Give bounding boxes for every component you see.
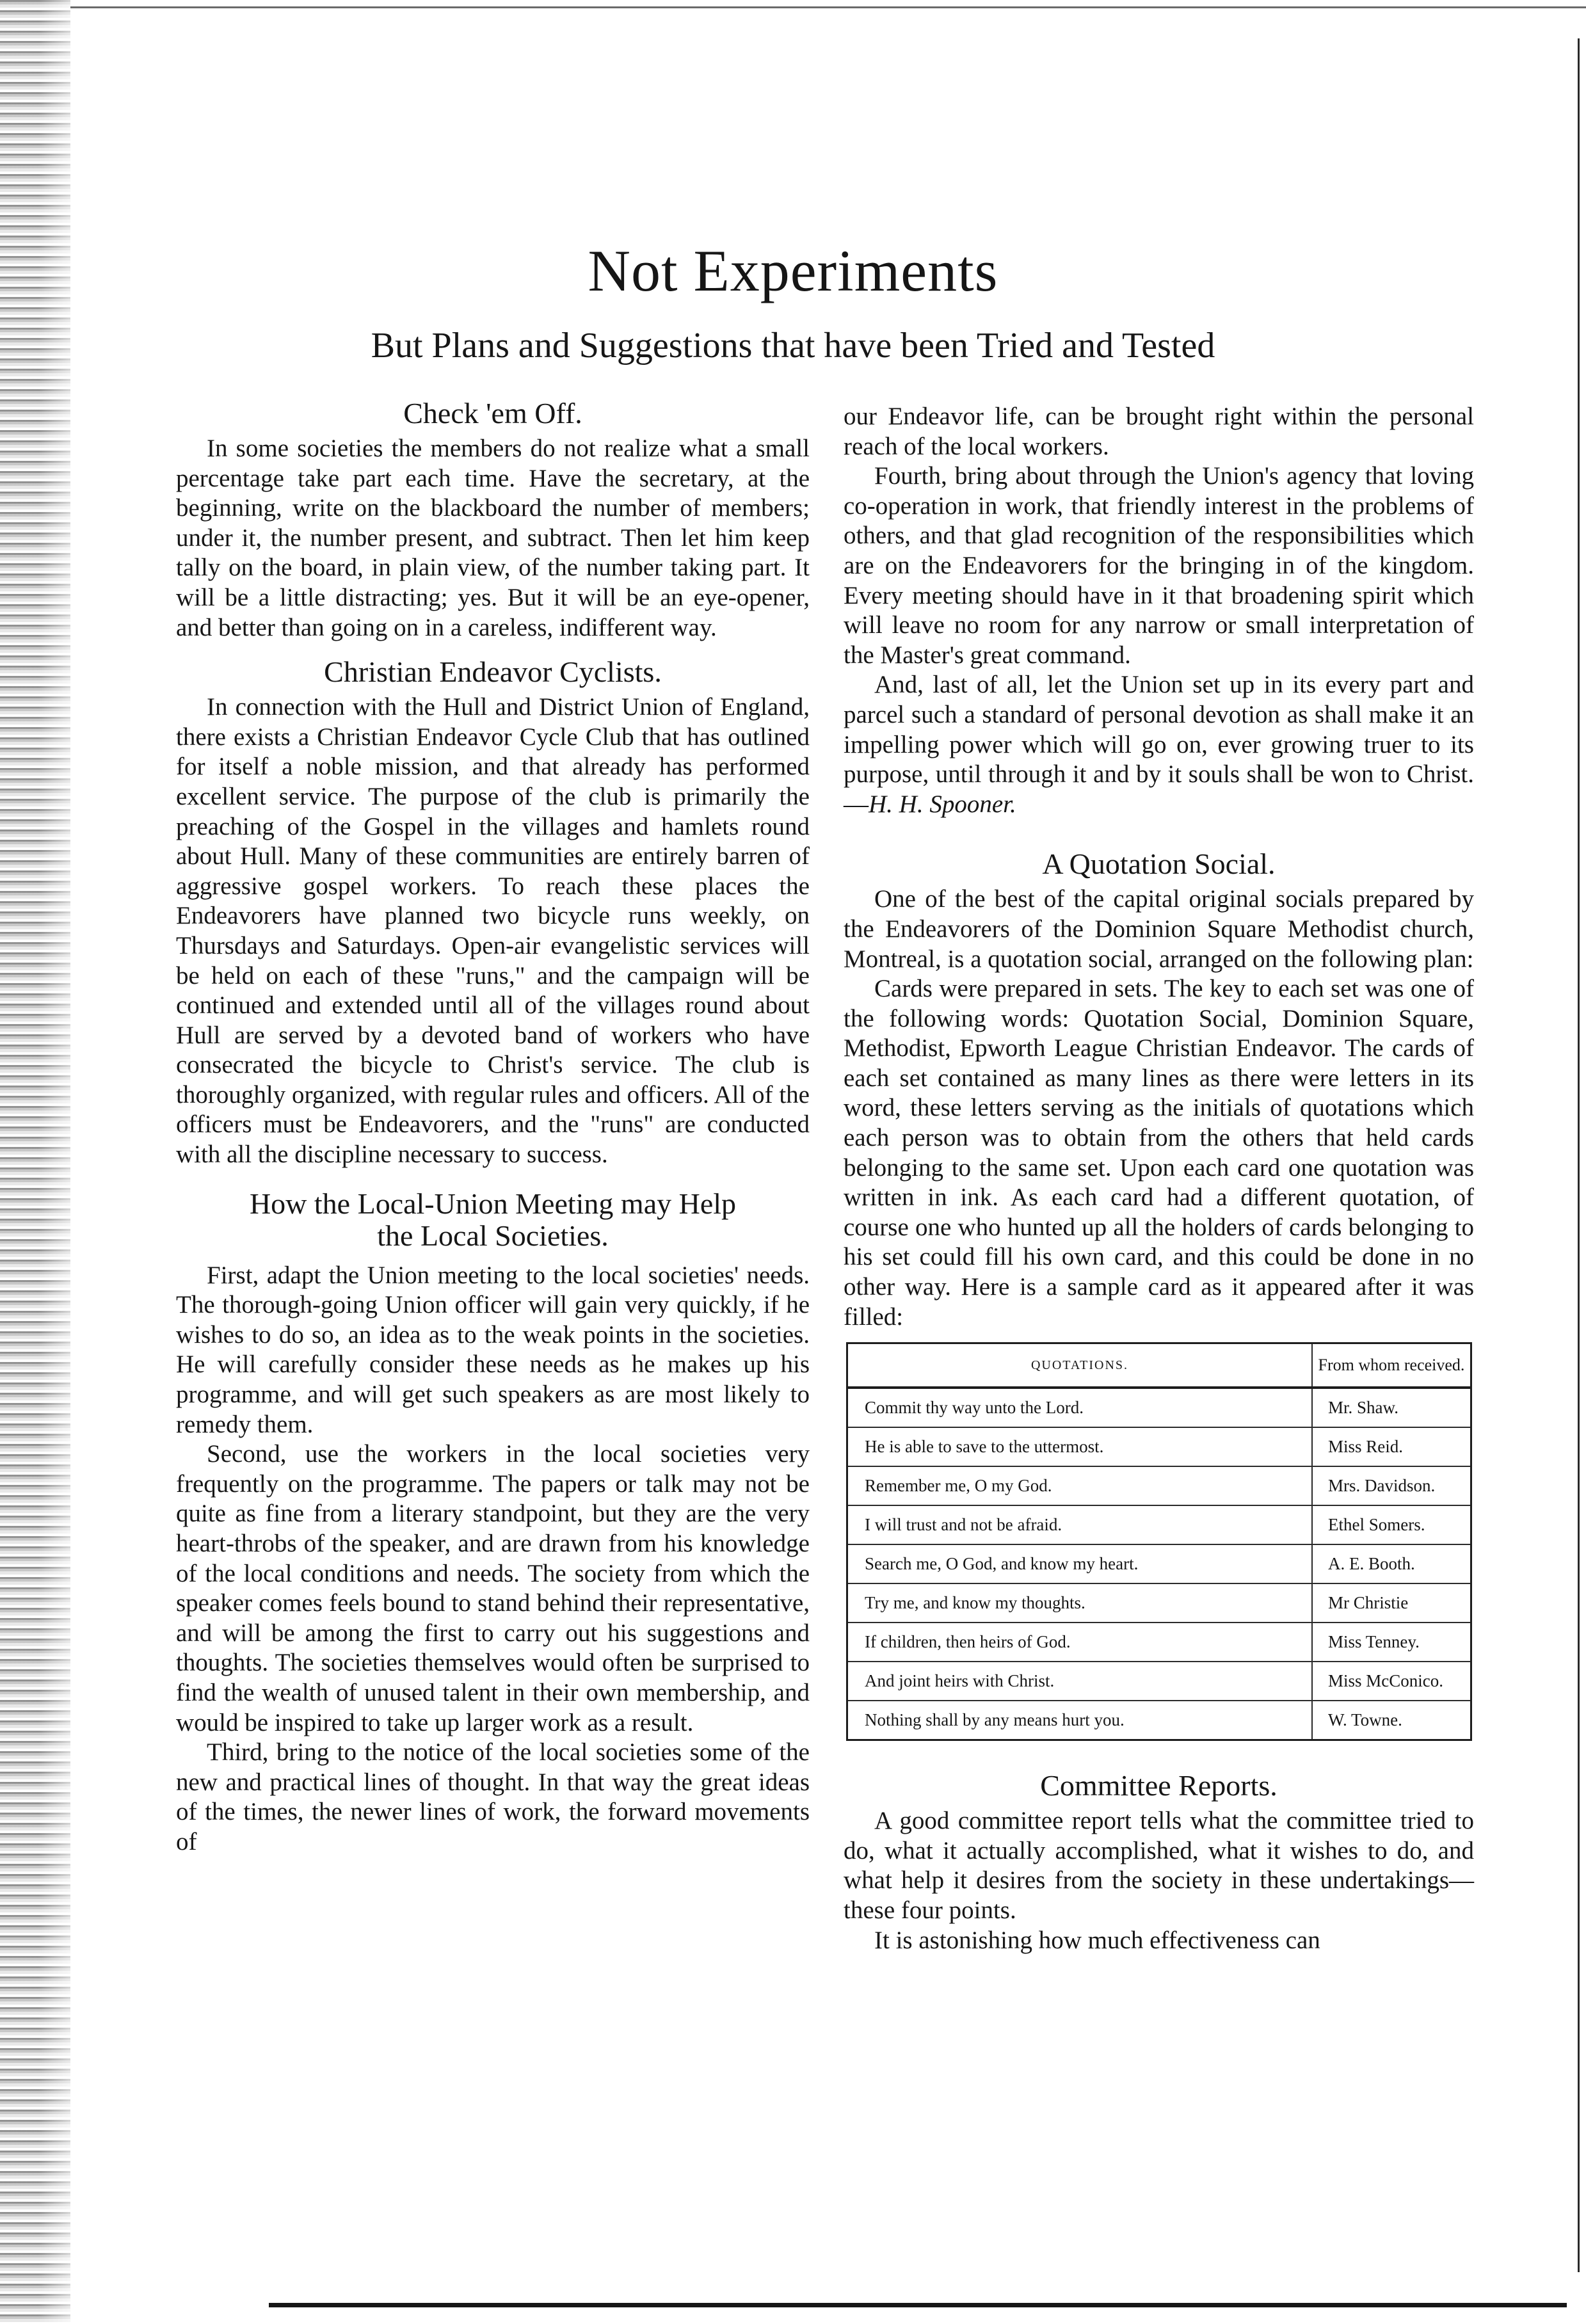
from-whom-cell: A. E. Booth. <box>1312 1544 1471 1583</box>
quotation-cell: And joint heirs with Christ. <box>847 1662 1313 1701</box>
table-row <box>847 1466 1471 1505</box>
quotation-cell: He is able to save to the uttermost. <box>847 1427 1313 1466</box>
quotation-cell: If children, then heirs of God. <box>847 1623 1313 1662</box>
heading-committee-reports: Committee Reports. <box>1040 1769 1278 1802</box>
quotation-cell: Commit thy way unto the Lord. <box>847 1388 1313 1427</box>
paragraph-committee-1: A good committee report tells what the committee tried to do, what it actually accomplished, what it wishes to do, and what help it desires from the society in these undertakings—these four points. <box>844 1807 1474 1924</box>
paragraph-third-continued: our Endeavor life, can be brought right within the personal reach of the local workers. <box>844 403 1474 460</box>
from-whom-cell: Mr. Shaw. <box>1312 1388 1471 1427</box>
header-from-whom: From whom received. <box>1312 1343 1471 1388</box>
quotation-cell: Try me, and know my thoughts. <box>847 1583 1313 1623</box>
heading-quotation-social: A Quotation Social. <box>1042 847 1276 881</box>
sample-card-header-row <box>847 1343 1471 1388</box>
table-row <box>847 1662 1471 1701</box>
from-whom-cell: Mrs. Davidson. <box>1312 1466 1471 1505</box>
paragraph-fourth: Fourth, bring about through the Union's agency that loving co-operation in work, that friendly interest in the problems of others, and that glad recognition of the responsibilities which are on the Endeavorers for the bringing in of the kingdom. Every meeting should have in it that broadening spirit which will leave no room for any narrow or small interpretation of the Master's great command. <box>844 462 1474 669</box>
from-whom-cell: Miss Reid. <box>1312 1427 1471 1466</box>
table-row <box>847 1583 1471 1623</box>
quotation-cell: I will trust and not be afraid. <box>847 1505 1313 1544</box>
page-subtitle: But Plans and Suggestions that have been Tried and Tested <box>371 326 1215 365</box>
right-column <box>844 402 1474 1955</box>
heading-local-union-line-1: How the Local-Union Meeting may Help <box>249 1187 737 1220</box>
from-whom-cell: Ethel Somers. <box>1312 1505 1471 1544</box>
table-row <box>847 1388 1471 1427</box>
paragraph-check-em-off: In some societies the members do not realize what a small percentage take part each time. Have the secretary, at the beginning, write on the blackboard the number of members; under it, the number present, and subtract. Then let him keep tally on the board, in plain view, of the number taking part. It will be a little distracting; yes. But it will be an eye-opener, and better than going on in a careless, indifferent way. <box>176 435 810 641</box>
paragraph-first: First, adapt the Union meeting to the local societies' needs. The thorough-going Union officer will gain very quickly, if he wishes to do so, an idea as to the weak points in the societies. He will carefully consider these needs as he makes up his programme, and will get such speakers as are most likely to remedy them. <box>176 1261 810 1438</box>
paragraph-quotation-cards: Cards were prepared in sets. The key to each set was one of the following words: Quotation Social, Dominion Square, Methodist, Epworth League Christian Endeavor. The cards of each set contained as many lines as there were letters in its word, these letters serving as the initials of quotations which each person was to obtain from the others that held cards belonging to the same set. Upon each card one quotation was written in ink. As each card had a different quotation, of course one who hunted up all the holders of cards belonging to his set could fill his own card, and this could be done in no other way. Here is a sample card as it appeared after it was filled: <box>844 975 1474 1331</box>
bottom-page-rule <box>269 2303 1567 2307</box>
heading-check-em-off: Check 'em Off. <box>403 397 582 429</box>
heading-local-union <box>176 1188 810 1252</box>
heading-local-union-line-2: the Local Societies. <box>377 1219 609 1252</box>
paragraph-last-of-all <box>844 670 1474 819</box>
right-page-rule <box>1578 38 1580 2272</box>
sample-card-table <box>846 1342 1472 1741</box>
page-title: Not Experiments <box>588 238 998 303</box>
from-whom-cell: W. Towne. <box>1312 1701 1471 1740</box>
quotation-cell: Nothing shall by any means hurt you. <box>847 1701 1313 1740</box>
paragraph-third: Third, bring to the notice of the local societies some of the new and practical lines of thought. In that way the great ideas of the times, the newer lines of work, the forward movements of <box>176 1738 810 1855</box>
table-row <box>847 1623 1471 1662</box>
quotation-cell: Search me, O God, and know my heart. <box>847 1544 1313 1583</box>
paragraph-second: Second, use the workers in the local societies very frequently on the programme. The papers or talk may not be quite as fine from a literary standpoint, but they are the very heart-throbs of the speaker, and are drawn from his knowledge of the local conditions and needs. The society from which the speaker comes feels bound to stand behind their representative, and will be among the first to carry out his suggestions and thoughts. The societies themselves would often be surprised to find the wealth of unused talent in their own membership, and would be inspired to take up larger work as a result. <box>176 1440 810 1736</box>
heading-cyclists: Christian Endeavor Cyclists. <box>324 655 662 689</box>
paragraph-quotation-intro: One of the best of the capital original socials prepared by the Endeavorers of the Dominion Square Methodist church, Montreal, is a quotation social, arranged on the following plan: <box>844 885 1474 973</box>
paragraph-committee-2: It is astonishing how much effectiveness can <box>874 1926 1320 1954</box>
paragraph-cyclists: In connection with the Hull and District Union of England, there exists a Christian Endeavor Cycle Club that has outlined for itself a noble mission, and that already has performed excellent service. The purpose of the club is primarily the preaching of the Gospel in the villages and hamlets round about Hull. Many of these communities are entirely barren of aggressive gospel workers. To reach these places the Endeavorers have planned two bicycle runs weekly, on Thursdays and Saturdays. Open-air evangelistic services will be held on each of these "runs," and the campaign will be continued and extended until all of the villages round about Hull are served by a devoted band of workers who have consecrated the bicycle to Christ's service. The club is thoroughly organized, with regular rules and officers. All of the officers must be Endeavorers, and the "runs" are conducted with all the discipline necessary to success. <box>176 693 810 1169</box>
header-quotations: QUOTATIONS. <box>847 1343 1313 1388</box>
last-of-all-text: And, last of all, let the Union set up in its every part and parcel such a standard of personal devotion as shall make it an impelling power which will go on, ever growing truer to its purpose, until through it and by it souls shall be won to Christ.— <box>844 671 1474 818</box>
left-column <box>176 397 810 1857</box>
table-row <box>847 1544 1471 1583</box>
table-row <box>847 1505 1471 1544</box>
author-signature: H. H. Spooner. <box>869 790 1016 818</box>
from-whom-cell: Miss McConico. <box>1312 1662 1471 1701</box>
top-page-rule <box>70 6 1586 8</box>
quotation-cell: Remember me, O my God. <box>847 1466 1313 1505</box>
table-row <box>847 1427 1471 1466</box>
from-whom-cell: Miss Tenney. <box>1312 1623 1471 1662</box>
table-row <box>847 1701 1471 1740</box>
from-whom-cell: Mr Christie <box>1312 1583 1471 1623</box>
